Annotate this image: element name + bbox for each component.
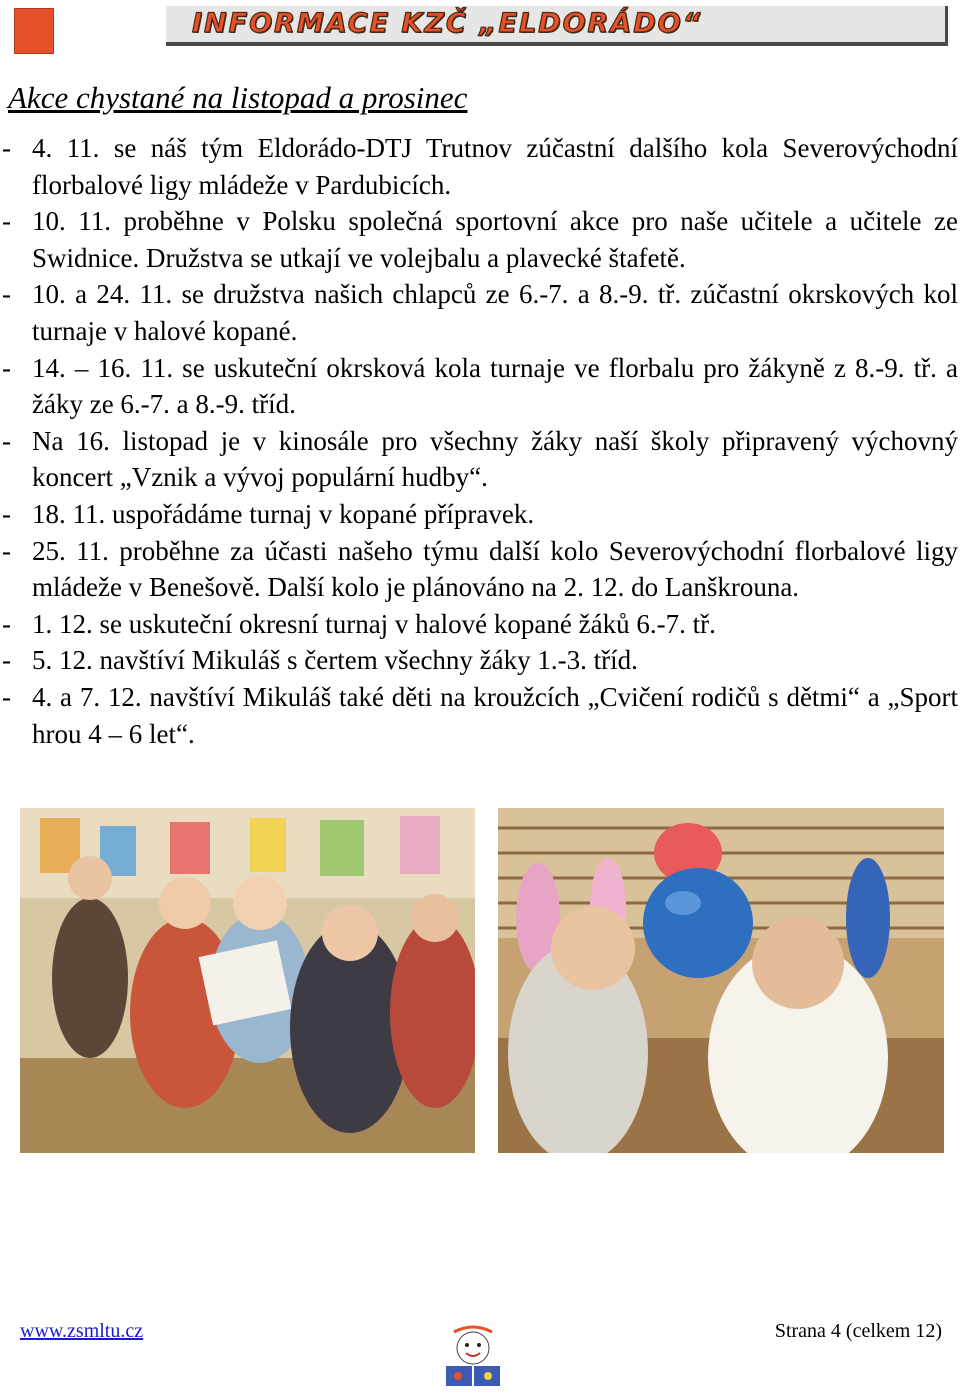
corner-decoration — [14, 8, 54, 54]
event-item — [0, 533, 958, 606]
event-item — [0, 423, 958, 496]
event-item — [0, 606, 958, 643]
event-text: 4. 11. se náš tým Eldorádo-DTJ Trutnov zúčastní dalšího kola Severovýchodní florbalové ligy mládeže v Pardubicích. — [32, 133, 958, 200]
event-text: 25. 11. proběhne za účasti našeho týmu další kolo Severovýchodní florbalové ligy mládeže v Benešově. Další kolo je plánováno na 2. 12. do Lanškrouna. — [32, 535, 958, 603]
event-text: 10. 11. proběhne v Polsku společná sportovní akce pro naše učitele a učitele ze Swidnice. Družstva se utkají ve volejbalu a plavecké štafetě. — [32, 206, 958, 273]
event-text: 4. a 7. 12. navštíví Mikuláš také děti na kroužcích „Cvičení rodičů s dětmi“ a „Sport hrou 4 – 6 let“. — [32, 681, 958, 749]
event-item — [0, 350, 958, 423]
event-item — [0, 642, 958, 679]
bullet-dash: - — [2, 608, 11, 639]
event-item — [0, 203, 958, 276]
bullet-dash: - — [2, 498, 11, 529]
section-heading: Akce chystané na listopad a prosinec — [8, 80, 468, 115]
bullet-dash: - — [2, 279, 11, 310]
page-number: Strana 4 (celkem 12) — [774, 1320, 942, 1342]
school-logo-icon — [432, 1322, 514, 1394]
bullet-dash: - — [2, 133, 11, 163]
event-text: 18. 11. uspořádáme turnaj v kopané přípravek. — [32, 498, 535, 529]
footer-website-link[interactable]: www.zsmltu.cz — [20, 1320, 144, 1342]
bullet-dash: - — [2, 535, 11, 566]
event-list — [0, 130, 958, 752]
bullet-dash: - — [2, 206, 11, 237]
event-item — [0, 130, 958, 203]
header-title: INFORMACE KZČ „ELDORÁDO“ — [192, 8, 702, 39]
event-text: 1. 12. se uskuteční okresní turnaj v halové kopané žáků 6.-7. tř. — [32, 608, 716, 639]
photo-children-activity-image — [20, 808, 475, 1153]
photo-children-activity — [20, 808, 475, 1153]
event-text: 10. a 24. 11. se družstva našich chlapců ze 6.-7. a 8.-9. tř. zúčastní okrskových kol turnaje v halové kopané. — [32, 279, 958, 346]
event-text: 14. – 16. 11. se uskuteční okrsková kola turnaje ve florbalu pro žákyně z 8.-9. tř. a žáky ze 6.-7. a 8.-9. tříd. — [32, 352, 958, 420]
photo-balloon-game-image — [498, 808, 944, 1153]
photo-balloon-game — [498, 808, 944, 1153]
event-item — [0, 276, 958, 349]
header-banner — [166, 6, 948, 46]
event-item — [0, 679, 958, 752]
event-item — [0, 496, 958, 533]
bullet-dash: - — [2, 425, 11, 456]
event-text: 5. 12. navštíví Mikuláš s čertem všechny žáky 1.-3. tříd. — [32, 645, 638, 676]
bullet-dash: - — [2, 645, 11, 676]
bullet-dash: - — [2, 352, 11, 383]
event-text: Na 16. listopad je v kinosále pro všechny žáky naší školy připravený výchovný koncert „Vznik a vývoj populární hudby“. — [32, 425, 958, 493]
bullet-dash: - — [2, 681, 11, 712]
